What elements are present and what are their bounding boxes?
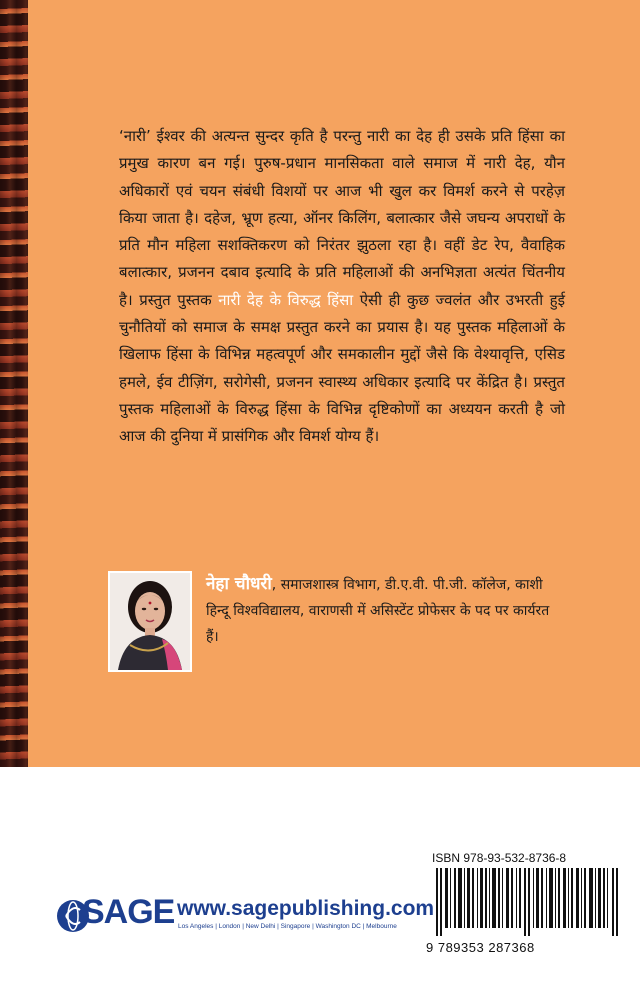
blurb-text-start: ‘नारी’ ईश्वर की अत्यन्त सुन्दर कृति है परन्तु नारी का देह ही उसके प्रति हिंसा का प्रमुख कारण बन गई। पुरुष-प्रधान मानसिकता वाले समाज में नारी देह, यौन अधिकारों एवं चयन संबंधी विशयों पर आज भी खुल कर विमर्श करने से परहेज़ किया जाता है। दहेज, भ्रूण हत्या, ऑनर किलिंग, बलात्कार जैसे जघन्य अपराधों के प्रति मौन महिला सशक्तिकरण को निरंतर झुठला रहा है। वहीं डेट रेप, वैवाहिक बलात्कार, प्रजनन दबाव इत्यादि के प्रति महिलाओं की अनभिज्ञता अत्यंत चिंतनीय है। प्रस्तुत पुस्तक (119, 127, 565, 309)
publisher-url[interactable]: www.sagepublishing.com (177, 897, 435, 920)
publisher-cities: Los Angeles | London | New Delhi | Singapore | Washington DC | Melbourne (178, 923, 397, 930)
decorative-texture-strip (0, 0, 28, 767)
author-name: नेहा चौधरी (206, 574, 272, 594)
author-photo (108, 571, 192, 672)
author-portrait-icon (110, 573, 190, 670)
book-title-highlight: नारी देह के विरुद्ध हिंसा (218, 290, 354, 309)
blurb-text-end: ऐसी ही कुछ ज्वलंत और उभरती हुई चुनौतियों को समाज के समक्ष प्रस्तुत करने का प्रयास है। यह पुस्तक महिलाओं के खिलाफ हिंसा के विभिन्न महत्वपूर्ण और समकालीन मुद्दों जैसे कि वेश्यावृत्ति, एसिड हमले, ईव टीज़िंग, सरोगेसी, प्रजनन स्वास्थ्य अधिकार इत्यादि पर केंद्रित है। प्रस्तुत पुस्तक महिलाओं के विरुद्ध हिंसा के विभिन्न दृष्टिकोणों का अध्ययन करती है जो आज की दुनिया में प्रासंगिक और विमर्श योग्य हैं। (119, 290, 565, 446)
isbn-label: ISBN 978-93-532-8736-8 (432, 851, 567, 865)
author-bio (206, 571, 566, 650)
author-bio-text: , समाजशास्त्र विभाग, डी.ए.वी. पी.जी. कॉलेज, काशी हिन्दू विश्वविद्यालय, वाराणसी में असिस्टेंट प्रोफेसर के पद पर कार्यरत हैं। (206, 577, 550, 645)
barcode-number: 9 789353 287368 (426, 940, 535, 955)
publisher-name: SAGE (82, 893, 175, 931)
barcode-icon (436, 868, 620, 936)
book-blurb (119, 123, 565, 451)
